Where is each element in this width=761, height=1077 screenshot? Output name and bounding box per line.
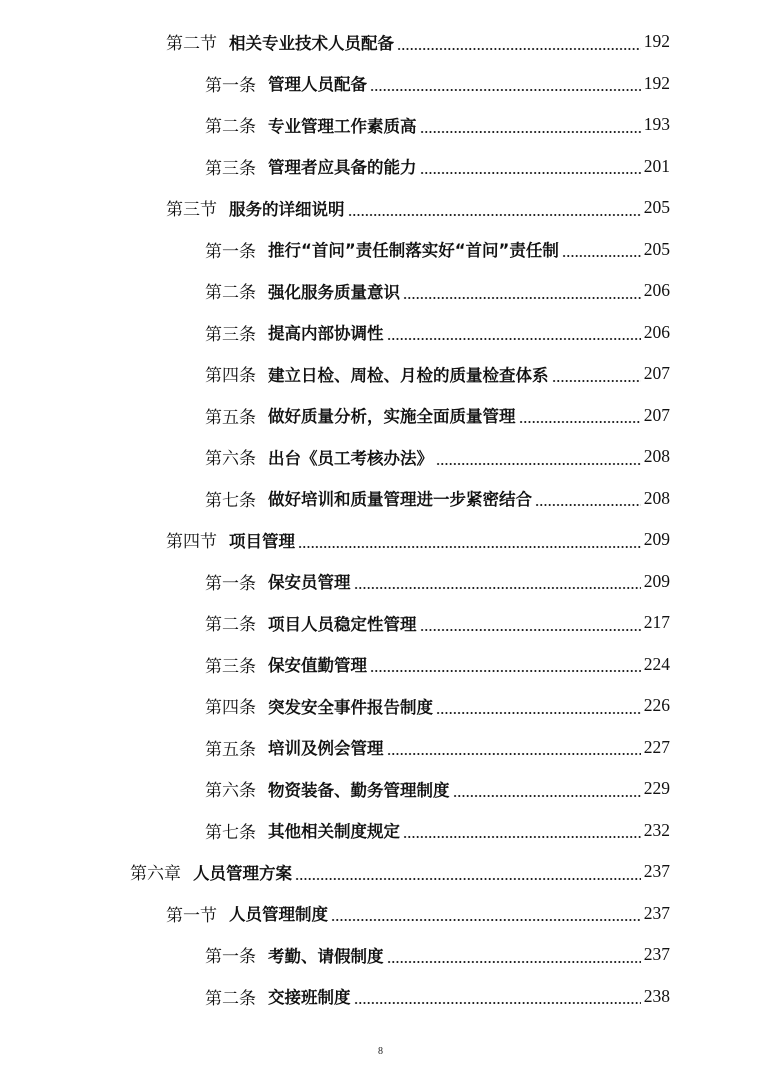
toc-entry-chapter[interactable] [0, 851, 761, 893]
toc-entry-article[interactable] [0, 270, 761, 312]
toc-entry-number: 第二条 [205, 117, 256, 138]
toc-entry-article[interactable] [0, 934, 761, 976]
toc-entry-title: 强化服务质量意识 [268, 282, 400, 302]
toc-entry-number: 第四条 [205, 698, 256, 719]
dot-leader [420, 629, 641, 631]
toc-entry-title: 培训及例会管理 [268, 739, 384, 759]
toc-entry-number: 第二节 [166, 34, 217, 55]
toc-entry-title: 建立日检、周检、月检的质量检查体系 [268, 365, 549, 385]
toc-entry-article[interactable] [0, 727, 761, 769]
toc-entry-title: 人员管理方案 [193, 863, 292, 883]
dot-leader [436, 712, 641, 714]
toc-entry-title: 出台《员工考核办法》 [268, 448, 433, 468]
toc-entry-number: 第六条 [205, 449, 256, 470]
dot-leader [519, 421, 641, 423]
toc-entry-page: 227 [643, 736, 670, 757]
toc-entry-page: 217 [643, 612, 670, 633]
dot-leader [354, 1002, 641, 1004]
toc-entry-page: 238 [643, 985, 670, 1006]
toc-entry-number: 第三条 [205, 324, 256, 345]
toc-entry-article[interactable] [0, 63, 761, 105]
toc-entry-article[interactable] [0, 436, 761, 478]
toc-entry-article[interactable] [0, 353, 761, 395]
toc-entry-page: 208 [643, 446, 670, 467]
toc-entry-title: 人员管理制度 [229, 905, 328, 925]
dot-leader [387, 338, 641, 340]
toc-entry-title: 交接班制度 [268, 988, 351, 1008]
toc-entry-page: 207 [643, 404, 670, 425]
toc-entry-number: 第一条 [205, 947, 256, 968]
toc-entry-article[interactable] [0, 768, 761, 810]
dot-leader [436, 463, 641, 465]
toc-entry-number: 第一条 [205, 75, 256, 96]
toc-entry-title: 服务的详细说明 [229, 199, 345, 219]
toc-entry-number: 第二条 [205, 988, 256, 1009]
toc-entry-title: 做好质量分析，实施全面质量管理 [268, 407, 516, 427]
toc-entry-title: 保安员管理 [268, 573, 351, 593]
toc-entry-title: 推行“首问”责任制落实好“首问”责任制 [268, 241, 559, 261]
toc-entry-number: 第五条 [205, 407, 256, 428]
dot-leader [370, 670, 641, 672]
toc-entry-page: 207 [643, 363, 670, 384]
toc-entry-title: 管理人员配备 [268, 75, 367, 95]
toc-entry-page: 224 [643, 653, 670, 674]
toc-entry-title: 项目管理 [229, 531, 295, 551]
toc-entry-title: 物资装备、勤务管理制度 [268, 780, 450, 800]
dot-leader [387, 753, 641, 755]
toc-entry-page: 226 [643, 695, 670, 716]
dot-leader [298, 546, 641, 548]
table-of-contents [0, 21, 761, 1017]
toc-entry-article[interactable] [0, 685, 761, 727]
dot-leader [354, 587, 641, 589]
toc-entry-number: 第六章 [130, 864, 181, 885]
toc-entry-article[interactable] [0, 395, 761, 437]
dot-leader [562, 255, 641, 257]
toc-entry-article[interactable] [0, 602, 761, 644]
dot-leader [370, 89, 641, 91]
toc-entry-section[interactable] [0, 893, 761, 935]
dot-leader [420, 131, 641, 133]
toc-entry-article[interactable] [0, 976, 761, 1018]
toc-entry-article[interactable] [0, 561, 761, 603]
toc-entry-number: 第四条 [205, 366, 256, 387]
dot-leader [453, 795, 641, 797]
toc-entry-number: 第三条 [205, 656, 256, 677]
toc-entry-number: 第七条 [205, 822, 256, 843]
toc-entry-page: 206 [643, 280, 670, 301]
dot-leader [420, 172, 641, 174]
toc-entry-article[interactable] [0, 810, 761, 852]
toc-entry-page: 209 [643, 570, 670, 591]
toc-entry-section[interactable] [0, 21, 761, 63]
toc-entry-article[interactable] [0, 478, 761, 520]
toc-entry-number: 第一节 [166, 905, 217, 926]
toc-entry-title: 保安值勤管理 [268, 656, 367, 676]
toc-entry-section[interactable] [0, 519, 761, 561]
toc-entry-title: 做好培训和质量管理进一步紧密结合 [268, 490, 532, 510]
toc-entry-page: 205 [643, 238, 670, 259]
toc-entry-page: 205 [643, 197, 670, 218]
toc-entry-number: 第三节 [166, 200, 217, 221]
toc-entry-article[interactable] [0, 644, 761, 686]
toc-entry-title: 提高内部协调性 [268, 324, 384, 344]
toc-entry-number: 第二条 [205, 283, 256, 304]
toc-entry-number: 第五条 [205, 739, 256, 760]
toc-entry-number: 第一条 [205, 241, 256, 262]
toc-entry-number: 第一条 [205, 573, 256, 594]
toc-entry-page: 192 [643, 31, 670, 52]
toc-entry-title: 专业管理工作素质高 [268, 116, 417, 136]
toc-entry-page: 232 [643, 819, 670, 840]
toc-entry-article[interactable] [0, 229, 761, 271]
dot-leader [403, 836, 641, 838]
dot-leader [387, 961, 641, 963]
toc-entry-page: 192 [643, 72, 670, 93]
toc-entry-article[interactable] [0, 146, 761, 188]
dot-leader [331, 919, 641, 921]
toc-entry-title: 相关专业技术人员配备 [229, 33, 394, 53]
toc-entry-number: 第六条 [205, 781, 256, 802]
toc-entry-article[interactable] [0, 104, 761, 146]
toc-entry-section[interactable] [0, 187, 761, 229]
toc-entry-page: 193 [643, 114, 670, 135]
toc-entry-title: 其他相关制度规定 [268, 822, 400, 842]
toc-entry-title: 考勤、请假制度 [268, 946, 384, 966]
toc-entry-page: 208 [643, 487, 670, 508]
toc-entry-title: 项目人员稳定性管理 [268, 614, 417, 634]
toc-entry-title: 突发安全事件报告制度 [268, 697, 433, 717]
dot-leader [403, 297, 641, 299]
toc-entry-number: 第二条 [205, 615, 256, 636]
toc-entry-page: 209 [643, 529, 670, 550]
dot-leader [535, 504, 641, 506]
toc-entry-number: 第七条 [205, 490, 256, 511]
page-number-footer: 8 [378, 1046, 383, 1057]
toc-entry-page: 206 [643, 321, 670, 342]
toc-entry-number: 第四节 [166, 532, 217, 553]
toc-entry-title: 管理者应具备的能力 [268, 158, 417, 178]
dot-leader [397, 48, 641, 50]
toc-entry-number: 第三条 [205, 158, 256, 179]
dot-leader [348, 214, 641, 216]
toc-entry-page: 201 [643, 155, 670, 176]
toc-entry-page: 237 [643, 944, 670, 965]
toc-entry-article[interactable] [0, 312, 761, 354]
dot-leader [552, 380, 641, 382]
toc-entry-page: 229 [643, 778, 670, 799]
toc-entry-page: 237 [643, 861, 670, 882]
dot-leader [295, 878, 641, 880]
toc-entry-page: 237 [643, 902, 670, 923]
